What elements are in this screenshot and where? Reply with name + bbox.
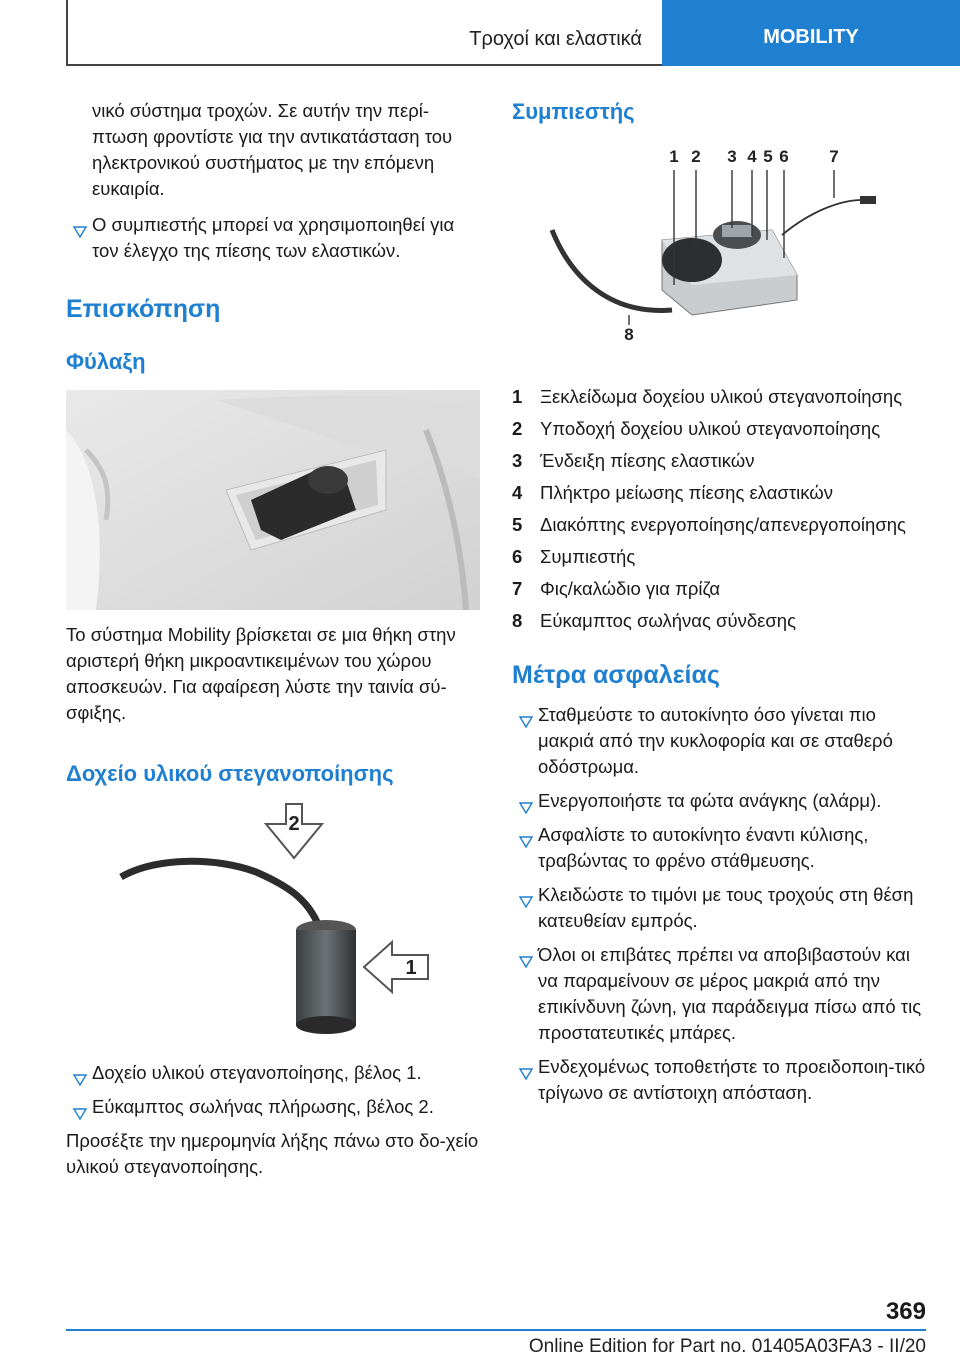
legend-row	[512, 480, 926, 506]
bullet-text: Δοχείο υλικού στεγανοποίησης, βέλος 1.	[92, 1062, 422, 1083]
compressor-illustration	[512, 140, 926, 360]
legend-text: Πλήκτρο μείωσης πίεσης ελαστικών	[540, 482, 833, 503]
section-title-overview: Επισκόπηση	[66, 295, 221, 323]
safety-bullet	[512, 882, 926, 934]
svg-text:4: 4	[747, 147, 757, 166]
legend-row	[512, 576, 926, 602]
header-chapter-title: Τροχοί και ελαστικά	[469, 28, 642, 50]
storage-paragraph: Το σύστημα Mobility βρίσκεται σε μια θήκη στην αριστερή θήκη μικροαντικειμένων του χώρου αποσκευών. Για αφαίρεση λύστε την ταινία σύ-σφιξης.	[66, 624, 456, 723]
legend-row	[512, 608, 926, 634]
footer-edition: Online Edition for Part no. 01405A03FA3 - II/20	[528, 1336, 926, 1357]
header-divider-left	[66, 0, 68, 66]
legend-number: 6	[512, 546, 523, 567]
right-column	[512, 98, 926, 1114]
safety-bullet	[512, 1054, 926, 1106]
legend-list	[512, 384, 926, 634]
section-title-safety: Μέτρα ασφαλείας	[512, 661, 720, 689]
legend-row	[512, 512, 926, 538]
bullet-text: Ασφαλίστε το αυτοκίνητο έναντι κύλισης, τραβώντας το φρένο στάθμευσης.	[538, 824, 869, 871]
storage-photo	[66, 390, 480, 610]
legend-text: Φις/καλώδιο για πρίζα	[540, 578, 721, 599]
container-bullet-2	[66, 1094, 480, 1120]
header-section-tab[interactable]: MOBILITY	[662, 0, 960, 66]
legend-row	[512, 416, 926, 442]
safety-bullet	[512, 822, 926, 874]
container-bullet-1	[66, 1060, 480, 1086]
subsection-title-container: Δοχείο υλικού στεγανοποίησης	[66, 761, 394, 786]
container-paragraph: Προσέξτε την ημερομηνία λήξης πάνω στο δο-χείο υλικού στεγανοποίησης.	[66, 1130, 479, 1177]
left-column	[66, 98, 480, 1180]
svg-text:2: 2	[691, 147, 701, 166]
triangle-bullet-icon	[513, 948, 527, 960]
legend-number: 4	[512, 482, 523, 503]
safety-bullet	[512, 702, 926, 780]
legend-row	[512, 448, 926, 474]
header-rule	[66, 64, 662, 66]
bullet-text: Σταθμεύστε το αυτοκίνητο όσο γίνεται πιο μακριά από την κυκλοφορία και σε σταθερό οδόστρωμα.	[538, 704, 893, 777]
svg-text:6: 6	[779, 147, 789, 166]
legend-text: Υποδοχή δοχείου υλικού στεγανοποίησης	[540, 418, 881, 439]
svg-text:8: 8	[624, 325, 634, 344]
page-number: 369	[885, 1298, 926, 1325]
legend-text: Εύκαμπτος σωλήνας σύνδεσης	[540, 610, 796, 631]
footer-rule	[66, 1329, 926, 1331]
legend-text: Ένδειξη πίεσης ελαστικών	[540, 450, 755, 471]
bullet-text: Εύκαμπτος σωλήνας πλήρωσης, βέλος 2.	[92, 1096, 434, 1117]
legend-number: 7	[512, 578, 523, 599]
legend-text: Ξεκλείδωμα δοχείου υλικού στεγανοποίησης	[540, 386, 903, 407]
legend-number: 1	[512, 386, 523, 407]
legend-text: Συμπιεστής	[540, 546, 636, 567]
legend-text: Διακόπτης ενεργοποίησης/απενεργοποίησης	[540, 514, 906, 535]
legend-number: 5	[512, 514, 523, 535]
svg-text:1: 1	[405, 957, 417, 979]
safety-bullet	[512, 788, 926, 814]
bullet-text: Κλειδώστε το τιμόνι με τους τροχούς στη θέση κατευθείαν εμπρός.	[538, 884, 914, 931]
triangle-bullet-icon	[513, 888, 527, 900]
svg-text:1: 1	[669, 147, 679, 166]
safety-bullet	[512, 942, 926, 1046]
subsection-title-compressor: Συμπιεστής	[512, 99, 635, 124]
container-illustration	[66, 802, 480, 1042]
triangle-bullet-icon	[513, 1060, 527, 1072]
svg-text:3: 3	[727, 147, 737, 166]
bullet-text: Ενδεχομένως τοποθετήστε το προειδοποιη-τικό τρίγωνο σε αντίστοιχη απόσταση.	[538, 1056, 926, 1103]
bullet-text: Όλοι οι επιβάτες πρέπει να αποβιβαστούν και να παραμείνουν σε μέρος μακριά από την επικίνδυνη ζώνη, για παράδειγμα πίσω από τις προστατευτικές μπάρες.	[538, 944, 922, 1043]
intro-paragraph: νικό σύστημα τροχών. Σε αυτήν την περί-πτωση φροντίστε για την αντικατάσταση του ηλεκτρονικού συστήματος με την επόμενη ευκαιρία.	[92, 100, 453, 199]
triangle-bullet-icon	[513, 794, 527, 806]
safety-list	[512, 702, 926, 1106]
triangle-bullet-icon	[513, 708, 527, 720]
triangle-bullet-icon	[67, 218, 81, 230]
bullet-text: Ενεργοποιήστε τα φώτα ανάγκης (αλάρμ).	[538, 790, 882, 811]
arrow-1-icon	[364, 942, 428, 992]
legend-number: 8	[512, 610, 523, 631]
legend-number: 3	[512, 450, 523, 471]
svg-text:2: 2	[288, 813, 300, 835]
legend-row	[512, 384, 926, 410]
svg-text:7: 7	[829, 147, 839, 166]
legend-number: 2	[512, 418, 523, 439]
triangle-bullet-icon	[67, 1066, 81, 1078]
subsection-title-storage: Φύλαξη	[66, 349, 146, 374]
bullet-item	[66, 212, 480, 264]
legend-row	[512, 544, 926, 570]
bullet-text: Ο συμπιεστής μπορεί να χρησιμοποιηθεί για τον έλεγχο της πίεσης των ελαστικών.	[92, 214, 455, 261]
triangle-bullet-icon	[67, 1100, 81, 1112]
svg-text:5: 5	[763, 147, 773, 166]
triangle-bullet-icon	[513, 828, 527, 840]
